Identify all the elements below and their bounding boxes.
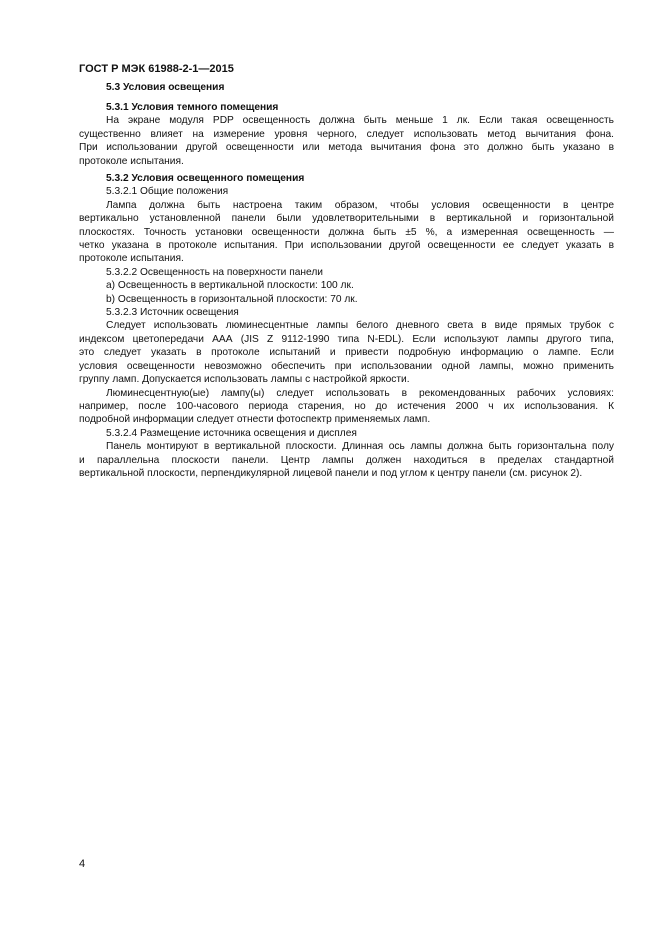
paragraph-line: например, после 100-часового периода старения, но до истечения 2000 ч их использования. К (79, 400, 614, 412)
section-5-3-title: 5.3 Условия освещения (106, 82, 225, 93)
document-header: ГОСТ Р МЭК 61988-2-1—2015 (79, 63, 234, 75)
paragraph-line: На экране модуля PDP освещенность должна быть меньше 1 лк. Если такая освещенность (106, 115, 614, 127)
paragraph-line: Люминесцентную(ые) лампу(ы) следует использовать в рекомендованных рабочих условиях: (106, 387, 614, 399)
paragraph-line: подробной информации следует отнести фотоспектр применяемых ламп. (79, 414, 431, 426)
paragraph-line: Следует использовать люминесцентные лампы белого дневного света в виде прямых трубок с (106, 320, 614, 332)
paragraph-line: вертикальной плоскости, перпендикулярной лицевой панели и под углом к центру панели (см. рисунок 2). (79, 467, 583, 479)
paragraph-line: группу ламп. Допускается использовать лампы с настройкой яркости. (79, 374, 410, 386)
paragraph-line: индексом цветопередачи ААА (JIS Z 9112-1990 типа N-EDL). Если используют лампы другого типа, (79, 333, 614, 345)
paragraph-line: протоколе испытания. (79, 253, 184, 265)
section-5-3-2-title: 5.3.2 Условия освещенного помещения (106, 173, 305, 184)
paragraph-line: протоколе испытания. (79, 155, 184, 167)
section-5-3-1 (79, 101, 614, 168)
subsection-5-3-2-3-title: 5.3.2.3 Источник освещения (106, 307, 239, 319)
list-item: b) Освещенность в горизонтальной плоскости: 70 лк. (106, 293, 358, 305)
paragraph-line: существенно влияет на измерение уровня черного, следует использовать метод вычитания фона. (79, 128, 614, 140)
paragraph-line: При использовании другой освещенности или метода вычитания фона это должно быть указано в (79, 142, 614, 154)
paragraph-line: и параллельна плоскости панели. Центр лампы должен находиться в пределах стандартной (79, 454, 614, 466)
paragraph-line: плоскостях. Точность установки освещенности должна быть ±5 %, а измеренная освещенность — (79, 226, 614, 238)
paragraph-line: вертикально установленной панели были удовлетворительными в вертикальной и горизонтальной (79, 213, 614, 225)
section-5-3-1-title: 5.3.1 Условия темного помещения (106, 102, 279, 113)
section-5-3 (79, 81, 614, 94)
subsection-5-3-2-4-title: 5.3.2.4 Размещение источника освещения и дисплея (106, 427, 357, 439)
paragraph-line: условия освещенности невозможно обеспечить при использовании одной лампы, можно применить (79, 360, 614, 372)
section-5-3-2 (79, 172, 614, 480)
list-item: а) Освещенность в вертикальной плоскости: 100 лк. (106, 280, 354, 292)
subsection-5-3-2-1-title: 5.3.2.1 Общие положения (106, 186, 229, 198)
paragraph-line: четко указана в протоколе испытания. При использовании другой освещенности ее следует указать в (79, 240, 614, 252)
paragraph-line: это следует указать в протоколе испытаний и привести подробную информацию о лампе. Если (79, 347, 614, 359)
subsection-5-3-2-2-title: 5.3.2.2 Освещенность на поверхности панели (106, 266, 323, 278)
page-number: 4 (79, 858, 86, 870)
paragraph-line: Лампа должна быть настроена таким образом, чтобы условия освещенности в центре (106, 199, 614, 211)
paragraph-line: Панель монтируют в вертикальной плоскости. Длинная ось лампы должна быть горизонтальна полу (106, 441, 614, 453)
